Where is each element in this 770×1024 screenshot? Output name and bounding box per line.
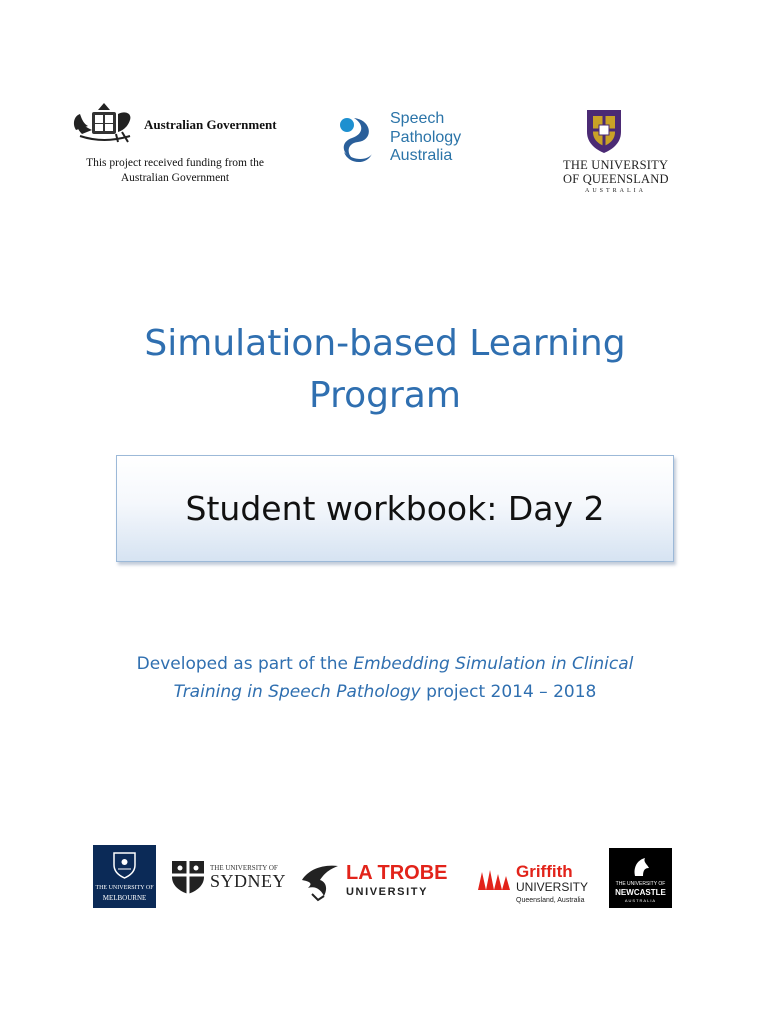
la-trobe-bird-icon: [298, 860, 342, 902]
speech-pathology-australia-logo: [338, 110, 478, 170]
sydney-wordmark-big: SYDNEY: [210, 871, 287, 891]
australian-government-logo: [68, 100, 283, 145]
griffith-mark-icon: [476, 866, 514, 892]
australian-government-wordmark: Australian Government: [144, 117, 277, 132]
document-title: [0, 318, 770, 422]
project-note-line2: [0, 678, 770, 706]
project-note-italic1: Embedding Simulation in Clinical: [353, 654, 634, 674]
griffith-location-label: Queensland, Australia: [516, 897, 585, 904]
subtitle-text: Student workbook: Day 2: [185, 489, 605, 528]
university-of-sydney-logo: [168, 857, 287, 897]
griffith-wordmark: Griffith: [516, 862, 573, 881]
spa-line2: Pathology: [390, 128, 462, 146]
la-trobe-university-label: UNIVERSITY: [346, 886, 429, 898]
la-trobe-wordmark: LA TROBE: [346, 862, 448, 884]
melbourne-crest-icon: [112, 851, 137, 879]
melbourne-wordmark-line1: THE UNIVERSITY OF: [95, 885, 154, 891]
newcastle-wordmark-line2: NEWCASTLE: [615, 888, 666, 897]
griffith-university-label: UNIVERSITY: [516, 880, 589, 894]
project-note-italic2: Training in Speech Pathology: [173, 682, 421, 702]
title-line2: Program: [309, 375, 461, 416]
uq-wordmark-line1: THE UNIVERSITY: [563, 158, 669, 172]
project-note-suffix: project 2014 – 2018: [420, 682, 597, 702]
university-of-newcastle-logo: [609, 848, 672, 908]
funding-note: [60, 156, 290, 186]
sydney-crest-icon: [170, 859, 206, 895]
project-note: [0, 650, 770, 706]
newcastle-wordmark-line1: THE UNIVERSITY OF: [615, 881, 666, 887]
funding-note-line2: Australian Government: [120, 172, 230, 184]
sydney-wordmark-small: THE UNIVERSITY OF: [210, 864, 278, 872]
project-note-line1: [0, 650, 770, 678]
funding-note-line1: This project received funding from the: [86, 157, 264, 169]
spa-wordmark: [390, 110, 461, 166]
university-of-melbourne-logo: [93, 845, 156, 908]
spa-line1: Speech: [390, 110, 445, 127]
uq-wordmark-line3: AUSTRALIA: [585, 188, 646, 194]
griffith-university-logo: [476, 862, 596, 910]
newcastle-horse-icon: [629, 854, 653, 878]
la-trobe-university-logo: [298, 860, 463, 902]
spa-line3: Australia: [390, 147, 453, 164]
title-line1: Simulation-based Learning: [144, 323, 626, 364]
uq-wordmark-line2: OF QUEENSLAND: [563, 172, 669, 186]
coat-of-arms-icon: [68, 100, 140, 145]
subtitle-box: [116, 455, 674, 562]
melbourne-wordmark-line2: MELBOURNE: [102, 894, 147, 902]
newcastle-wordmark-line3: AUSTRALIA: [624, 898, 657, 903]
uq-crest-icon: [585, 108, 623, 154]
university-of-queensland-logo: [555, 108, 669, 200]
project-note-prefix: Developed as part of the: [136, 654, 354, 674]
spa-swirl-icon: [338, 112, 378, 168]
